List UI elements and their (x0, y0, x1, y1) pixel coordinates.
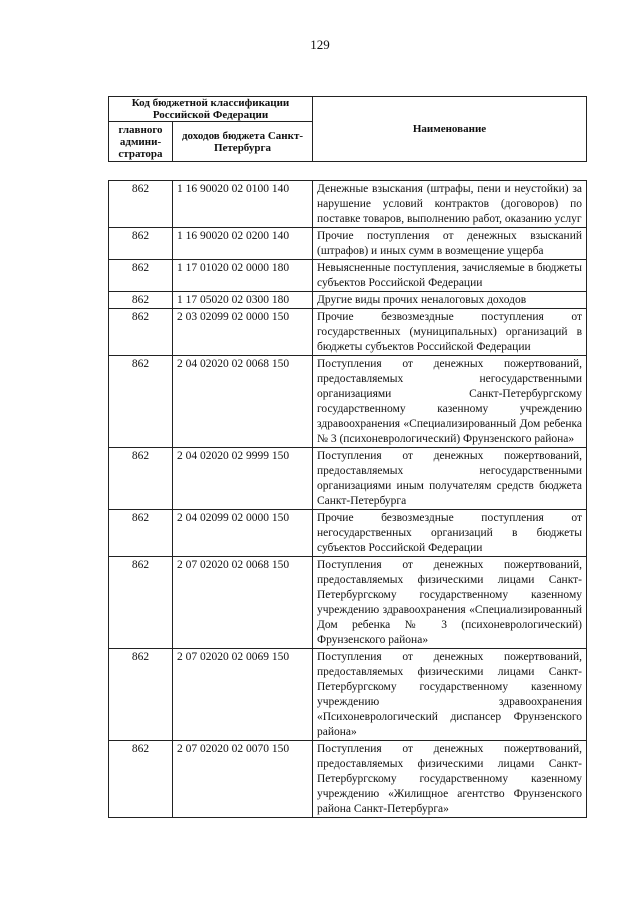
table-row (109, 228, 587, 260)
row-income-code: 2 04 02099 02 0000 150 (173, 510, 313, 557)
table-header (108, 96, 587, 162)
row-income-code: 1 16 90020 02 0100 140 (173, 181, 313, 228)
row-admin-code: 862 (109, 228, 173, 260)
row-admin-code: 862 (109, 181, 173, 228)
classification-table (108, 180, 587, 818)
header-group-title: Код бюджетной классификации Российской Федерации (109, 97, 313, 122)
row-income-code: 1 16 90020 02 0200 140 (173, 228, 313, 260)
header-name: Наименование (313, 97, 587, 162)
row-name: Другие виды прочих неналоговых доходов (313, 292, 587, 309)
header-admin: главного админи-стратора (109, 122, 173, 162)
header-code: доходов бюджета Санкт-Петербурга (173, 122, 313, 162)
table-row (109, 510, 587, 557)
table-row (109, 260, 587, 292)
table-row (109, 356, 587, 448)
row-admin-code: 862 (109, 510, 173, 557)
table-body (109, 181, 587, 818)
row-income-code: 1 17 01020 02 0000 180 (173, 260, 313, 292)
row-name: Поступления от денежных пожертвований, предоставляемых физическими лицами Санкт-Петербургскому государственному казенному учреждению здравоохранения «Специализированный Дом ребенка № 3 (психоневрологический) Фрунзенского района» (313, 557, 587, 649)
row-name: Прочие безвозмездные поступления от государственных (муниципальных) организаций в бюджеты субъектов Российской Федерации (313, 309, 587, 356)
table-row (109, 448, 587, 510)
table-row (109, 649, 587, 741)
row-income-code: 2 04 02020 02 9999 150 (173, 448, 313, 510)
row-name: Денежные взыскания (штрафы, пени и неустойки) за нарушение условий контрактов (договоров) по поставке товаров, выполнению работ, оказанию услуг (313, 181, 587, 228)
row-admin-code: 862 (109, 260, 173, 292)
row-admin-code: 862 (109, 448, 173, 510)
row-income-code: 1 17 05020 02 0300 180 (173, 292, 313, 309)
table-row (109, 309, 587, 356)
row-name: Поступления от денежных пожертвований, предоставляемых негосударственными организациями Санкт-Петербургскому государственному казенному учреждению здравоохранения «Специализированный Дом ребенка № 3 (психоневрологический) Фрунзенского района» (313, 356, 587, 448)
table-row (109, 557, 587, 649)
row-name: Прочие безвозмездные поступления от негосударственных организаций в бюджеты субъектов Российской Федерации (313, 510, 587, 557)
page-number: 129 (310, 37, 330, 52)
row-admin-code: 862 (109, 356, 173, 448)
row-admin-code: 862 (109, 741, 173, 818)
table-row (109, 292, 587, 309)
row-admin-code: 862 (109, 649, 173, 741)
row-name: Поступления от денежных пожертвований, предоставляемых физическими лицами Санкт-Петербургскому государственному казенному учреждению здравоохранения «Психоневрологический диспансер Фрунзенского района» (313, 649, 587, 741)
table-row (109, 181, 587, 228)
row-name: Поступления от денежных пожертвований, предоставляемых физическими лицами Санкт-Петербургскому государственному казенному учреждению «Жилищное агентство Фрунзенского района Санкт-Петербурга» (313, 741, 587, 818)
row-name: Прочие поступления от денежных взысканий (штрафов) и иных сумм в возмещение ущерба (313, 228, 587, 260)
row-income-code: 2 07 02020 02 0069 150 (173, 649, 313, 741)
row-income-code: 2 07 02020 02 0068 150 (173, 557, 313, 649)
row-admin-code: 862 (109, 309, 173, 356)
row-admin-code: 862 (109, 557, 173, 649)
row-income-code: 2 04 02020 02 0068 150 (173, 356, 313, 448)
row-income-code: 2 07 02020 02 0070 150 (173, 741, 313, 818)
row-name: Поступления от денежных пожертвований, предоставляемых негосударственными организациями иным получателям средств бюджета Санкт-Петербурга (313, 448, 587, 510)
row-income-code: 2 03 02099 02 0000 150 (173, 309, 313, 356)
row-name: Невыясненные поступления, зачисляемые в бюджеты субъектов Российской Федерации (313, 260, 587, 292)
row-admin-code: 862 (109, 292, 173, 309)
table-row (109, 741, 587, 818)
